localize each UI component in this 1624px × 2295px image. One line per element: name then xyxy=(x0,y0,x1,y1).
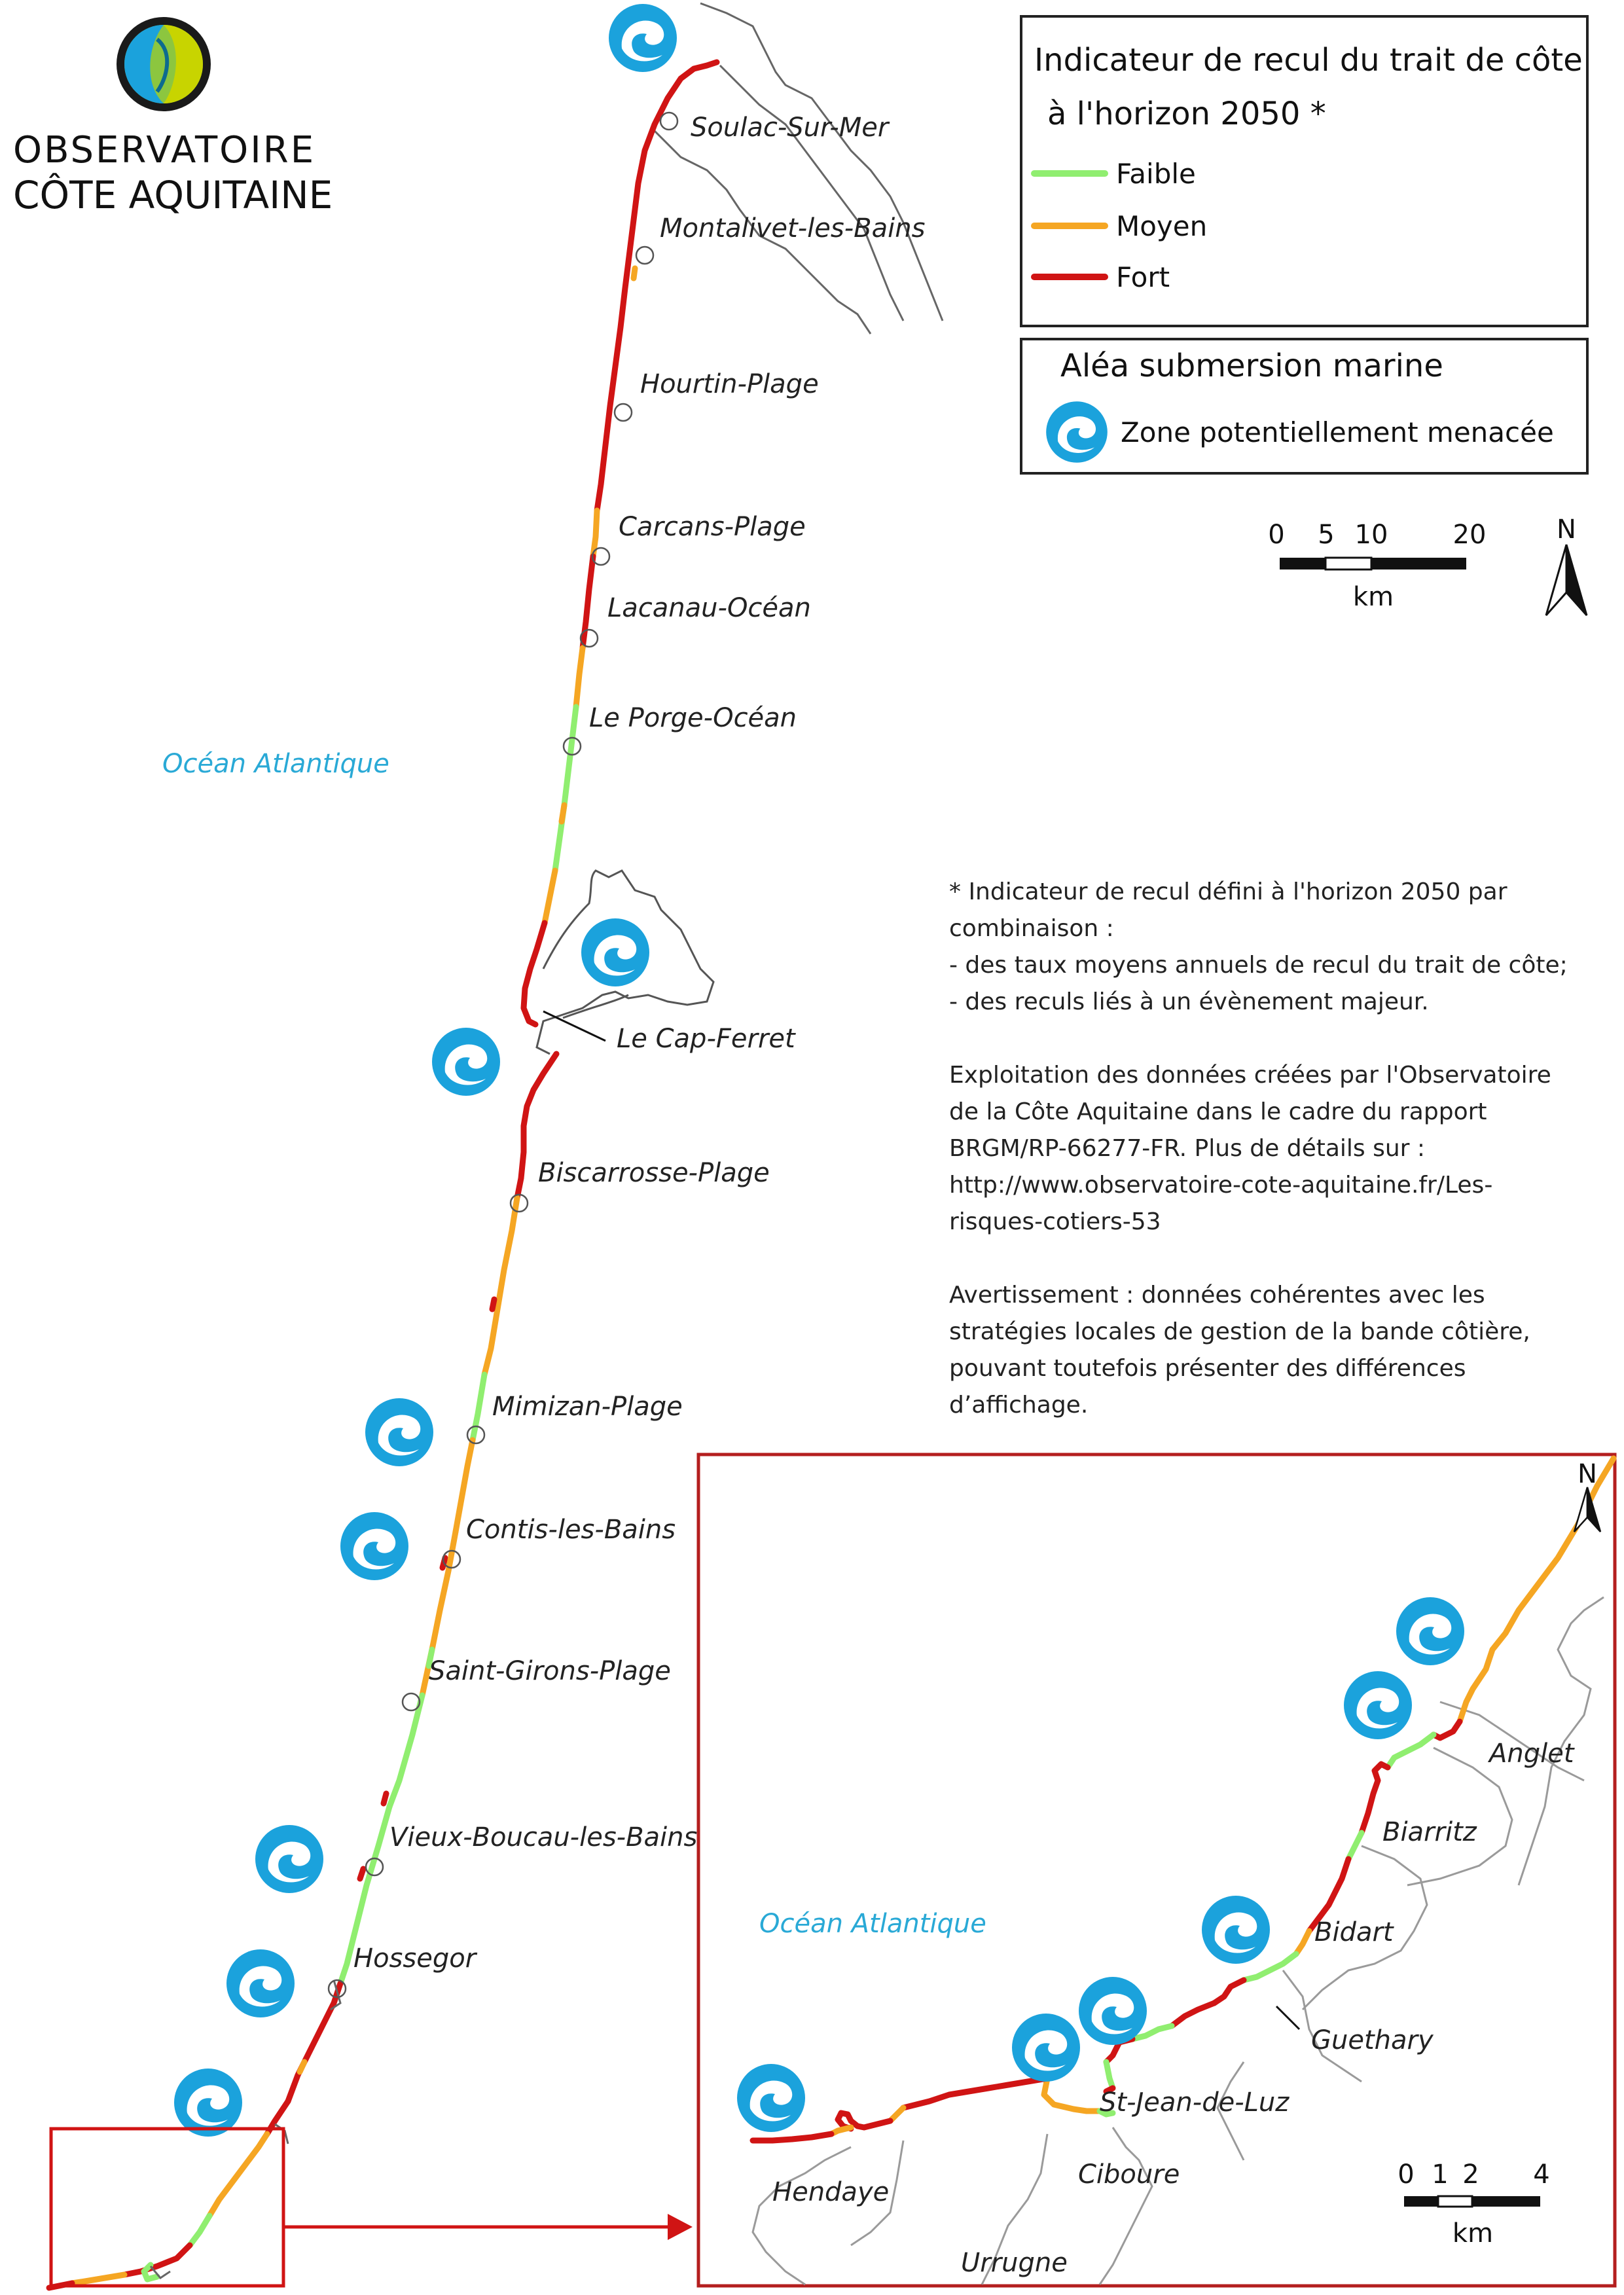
note-line: stratégies locales de gestion de la bande côtière, xyxy=(949,1318,1530,1345)
wave-icon xyxy=(1344,1671,1412,1739)
scale-bar-main xyxy=(1268,520,1486,612)
logo-line1: OBSERVATOIRE xyxy=(13,129,316,172)
wave-icon xyxy=(365,1398,433,1466)
note-line: combinaison : xyxy=(949,915,1114,942)
note-line: pouvant toutefois présenter des différences xyxy=(949,1355,1466,1382)
wave-icon xyxy=(432,1028,500,1096)
legend-alea-item: Zone potentiellement menacée xyxy=(1121,416,1554,448)
wave-icon xyxy=(1079,1977,1147,2045)
logo-line2: CÔTE AQUITAINE xyxy=(13,173,333,217)
north-arrow-main xyxy=(1546,515,1587,615)
legend-recul-title-2: à l'horizon 2050 * xyxy=(1047,96,1326,132)
scale-inset-tick-2: 2 xyxy=(1462,2159,1479,2190)
wave-icon xyxy=(1396,1597,1464,1665)
town-label-guethary: Guethary xyxy=(1311,2025,1434,2055)
town-label-mimizan: Mimizan-Plage xyxy=(492,1392,683,1422)
wave-icon xyxy=(609,4,677,72)
legend-recul-title-1: Indicateur de recul du trait de côte xyxy=(1034,42,1583,79)
note-line: de la Côte Aquitaine dans le cadre du rapport xyxy=(949,1098,1487,1125)
town-label-hourtin: Hourtin-Plage xyxy=(640,369,819,399)
note-url[interactable]: http://www.observatoire-cote-aquitaine.fr/Les- xyxy=(949,1172,1493,1199)
note-definition xyxy=(949,874,1571,1021)
inset-arrow-head xyxy=(668,2214,693,2240)
town-label-lacanau: Lacanau-Océan xyxy=(607,593,811,623)
note-line: - des reculs liés à un évènement majeur. xyxy=(949,988,1429,1015)
town-markers-main xyxy=(329,113,677,1997)
town-label-hendaye: Hendaye xyxy=(772,2177,890,2207)
note-line: - des taux moyens annuels de recul du trait de côte; xyxy=(949,952,1568,979)
town-label-anglet: Anglet xyxy=(1489,1739,1574,1769)
note-source xyxy=(949,1057,1571,1240)
estuary-outline xyxy=(655,3,943,334)
town-label-urrugne: Urrugne xyxy=(961,2248,1068,2278)
wave-icon xyxy=(1046,401,1108,463)
town-label-le-porge: Le Porge-Océan xyxy=(589,703,797,733)
scale-tick-5: 5 xyxy=(1318,520,1335,550)
wave-icon xyxy=(581,918,649,986)
note-warning xyxy=(949,1277,1571,1424)
note-line: Exploitation des données créées par l'Observatoire xyxy=(949,1062,1551,1089)
town-label-biscarrosse: Biscarrosse-Plage xyxy=(538,1158,770,1188)
scale-inset-tick-0: 0 xyxy=(1398,2159,1415,2190)
inset-map xyxy=(698,1455,1615,2286)
legend-alea-title: Aléa submersion marine xyxy=(1060,348,1443,384)
wave-icon xyxy=(340,1512,408,1580)
legend-label-faible: Faible xyxy=(1116,158,1196,190)
cap-ferret-leader xyxy=(543,1011,605,1041)
legend-label-moyen: Moyen xyxy=(1116,210,1208,242)
wave-icon xyxy=(226,1949,295,2017)
scale-unit: km xyxy=(1352,582,1394,612)
ocean-label-inset: Océan Atlantique xyxy=(759,1909,986,1939)
note-line: Avertissement : données cohérentes avec les xyxy=(949,1282,1485,1309)
wave-icon xyxy=(1012,2014,1080,2082)
town-label-ciboure: Ciboure xyxy=(1078,2159,1180,2190)
town-label-bidart: Bidart xyxy=(1314,1917,1394,1947)
town-label-hossegor: Hossegor xyxy=(353,1943,477,1974)
wave-icon xyxy=(737,2064,805,2132)
town-label-carcans: Carcans-Plage xyxy=(619,512,806,542)
ocean-label-main: Océan Atlantique xyxy=(162,749,389,779)
wave-icon xyxy=(255,1825,323,1893)
town-label-contis: Contis-les-Bains xyxy=(466,1515,676,1545)
town-label-st-jean-de-luz: St-Jean-de-Luz xyxy=(1100,2087,1290,2118)
town-label-cap-ferret: Le Cap-Ferret xyxy=(617,1024,795,1054)
legend-recul xyxy=(1021,16,1587,326)
scale-inset-tick-4: 4 xyxy=(1533,2159,1550,2190)
town-label-soulac: Soulac-Sur-Mer xyxy=(691,113,889,143)
town-label-saint-girons: Saint-Girons-Plage xyxy=(429,1656,671,1686)
north-label: N xyxy=(1557,515,1576,545)
wave-icons-main xyxy=(174,4,677,2137)
town-label-biarritz: Biarritz xyxy=(1382,1817,1477,1847)
north-label-inset: N xyxy=(1578,1459,1597,1489)
town-label-montalivet: Montalivet-les-Bains xyxy=(660,213,926,244)
scale-inset-tick-1: 1 xyxy=(1432,2159,1449,2190)
wave-icon xyxy=(174,2069,242,2137)
town-label-vieux-boucau: Vieux-Boucau-les-Bains xyxy=(389,1822,698,1852)
note-url[interactable]: risques-cotiers-53 xyxy=(949,1208,1161,1235)
legend-label-fort: Fort xyxy=(1116,261,1170,293)
wave-icon xyxy=(1202,1896,1270,1964)
logo xyxy=(13,17,333,217)
logo-emblem xyxy=(117,17,211,111)
note-line: * Indicateur de recul défini à l'horizon 2050 par xyxy=(949,878,1507,905)
legend-alea xyxy=(1021,339,1587,473)
scale-tick-20: 20 xyxy=(1453,520,1487,550)
explanatory-notes xyxy=(949,874,1571,1460)
scale-tick-10: 10 xyxy=(1354,520,1388,550)
scale-tick-0: 0 xyxy=(1268,520,1285,550)
scale-inset-unit: km xyxy=(1452,2218,1494,2249)
note-line: BRGM/RP-66277-FR. Plus de détails sur : xyxy=(949,1135,1426,1162)
note-line: d’affichage. xyxy=(949,1392,1089,1419)
